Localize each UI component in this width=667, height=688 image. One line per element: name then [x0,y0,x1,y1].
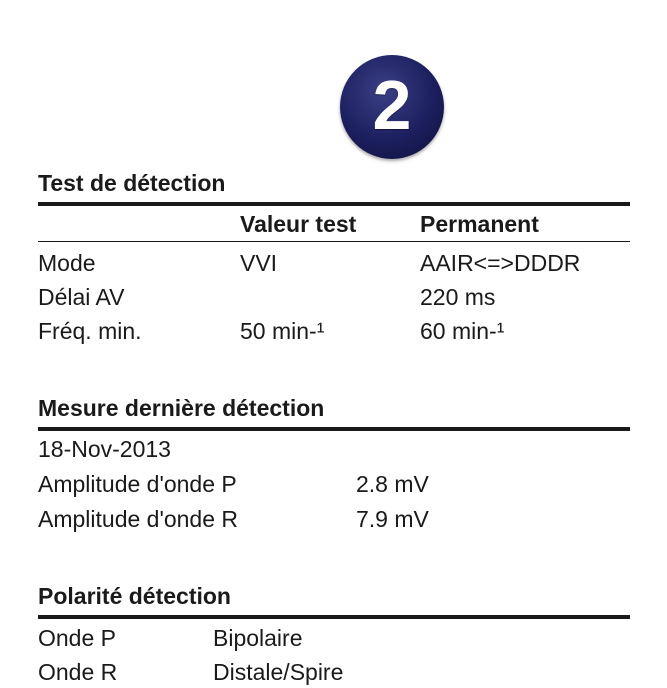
row-test-mode: VVI [240,250,278,276]
polarite-value-onde-r: Distale/Spire [213,659,344,685]
row-permanent-freq-min: 60 min-¹ [420,318,505,344]
section-divider [38,615,630,619]
row-label-mode: Mode [38,250,96,276]
polarite-title: Polarité détection [38,583,231,609]
row-test-freq-min: 50 min-¹ [240,318,325,344]
polarite-label-onde-p: Onde P [38,625,116,651]
test-detection-title: Test de détection [38,170,226,196]
row-permanent-mode: AAIR<=>DDDR [420,250,581,276]
row-permanent-delai-av: 220 ms [420,284,496,310]
mesure-value-onde-r: 7.9 mV [356,506,429,532]
row-label-delai-av: Délai AV [38,284,125,310]
mesure-label-onde-p: Amplitude d'onde P [38,471,237,497]
section-divider [38,427,630,431]
step-number: 2 [372,66,412,144]
mesure-label-onde-r: Amplitude d'onde R [38,506,239,532]
column-header-permanent: Permanent [420,211,539,237]
polarite-label-onde-r: Onde R [38,659,118,685]
polarite-value-onde-p: Bipolaire [213,625,303,651]
section-divider [38,202,630,206]
header-divider [38,241,630,242]
mesure-title: Mesure dernière détection [38,395,325,421]
step-number-badge [340,55,444,159]
column-header-test: Valeur test [240,211,357,237]
mesure-date: 18-Nov-2013 [38,436,171,462]
row-label-freq-min: Fréq. min. [38,318,142,344]
mesure-value-onde-p: 2.8 mV [356,471,429,497]
